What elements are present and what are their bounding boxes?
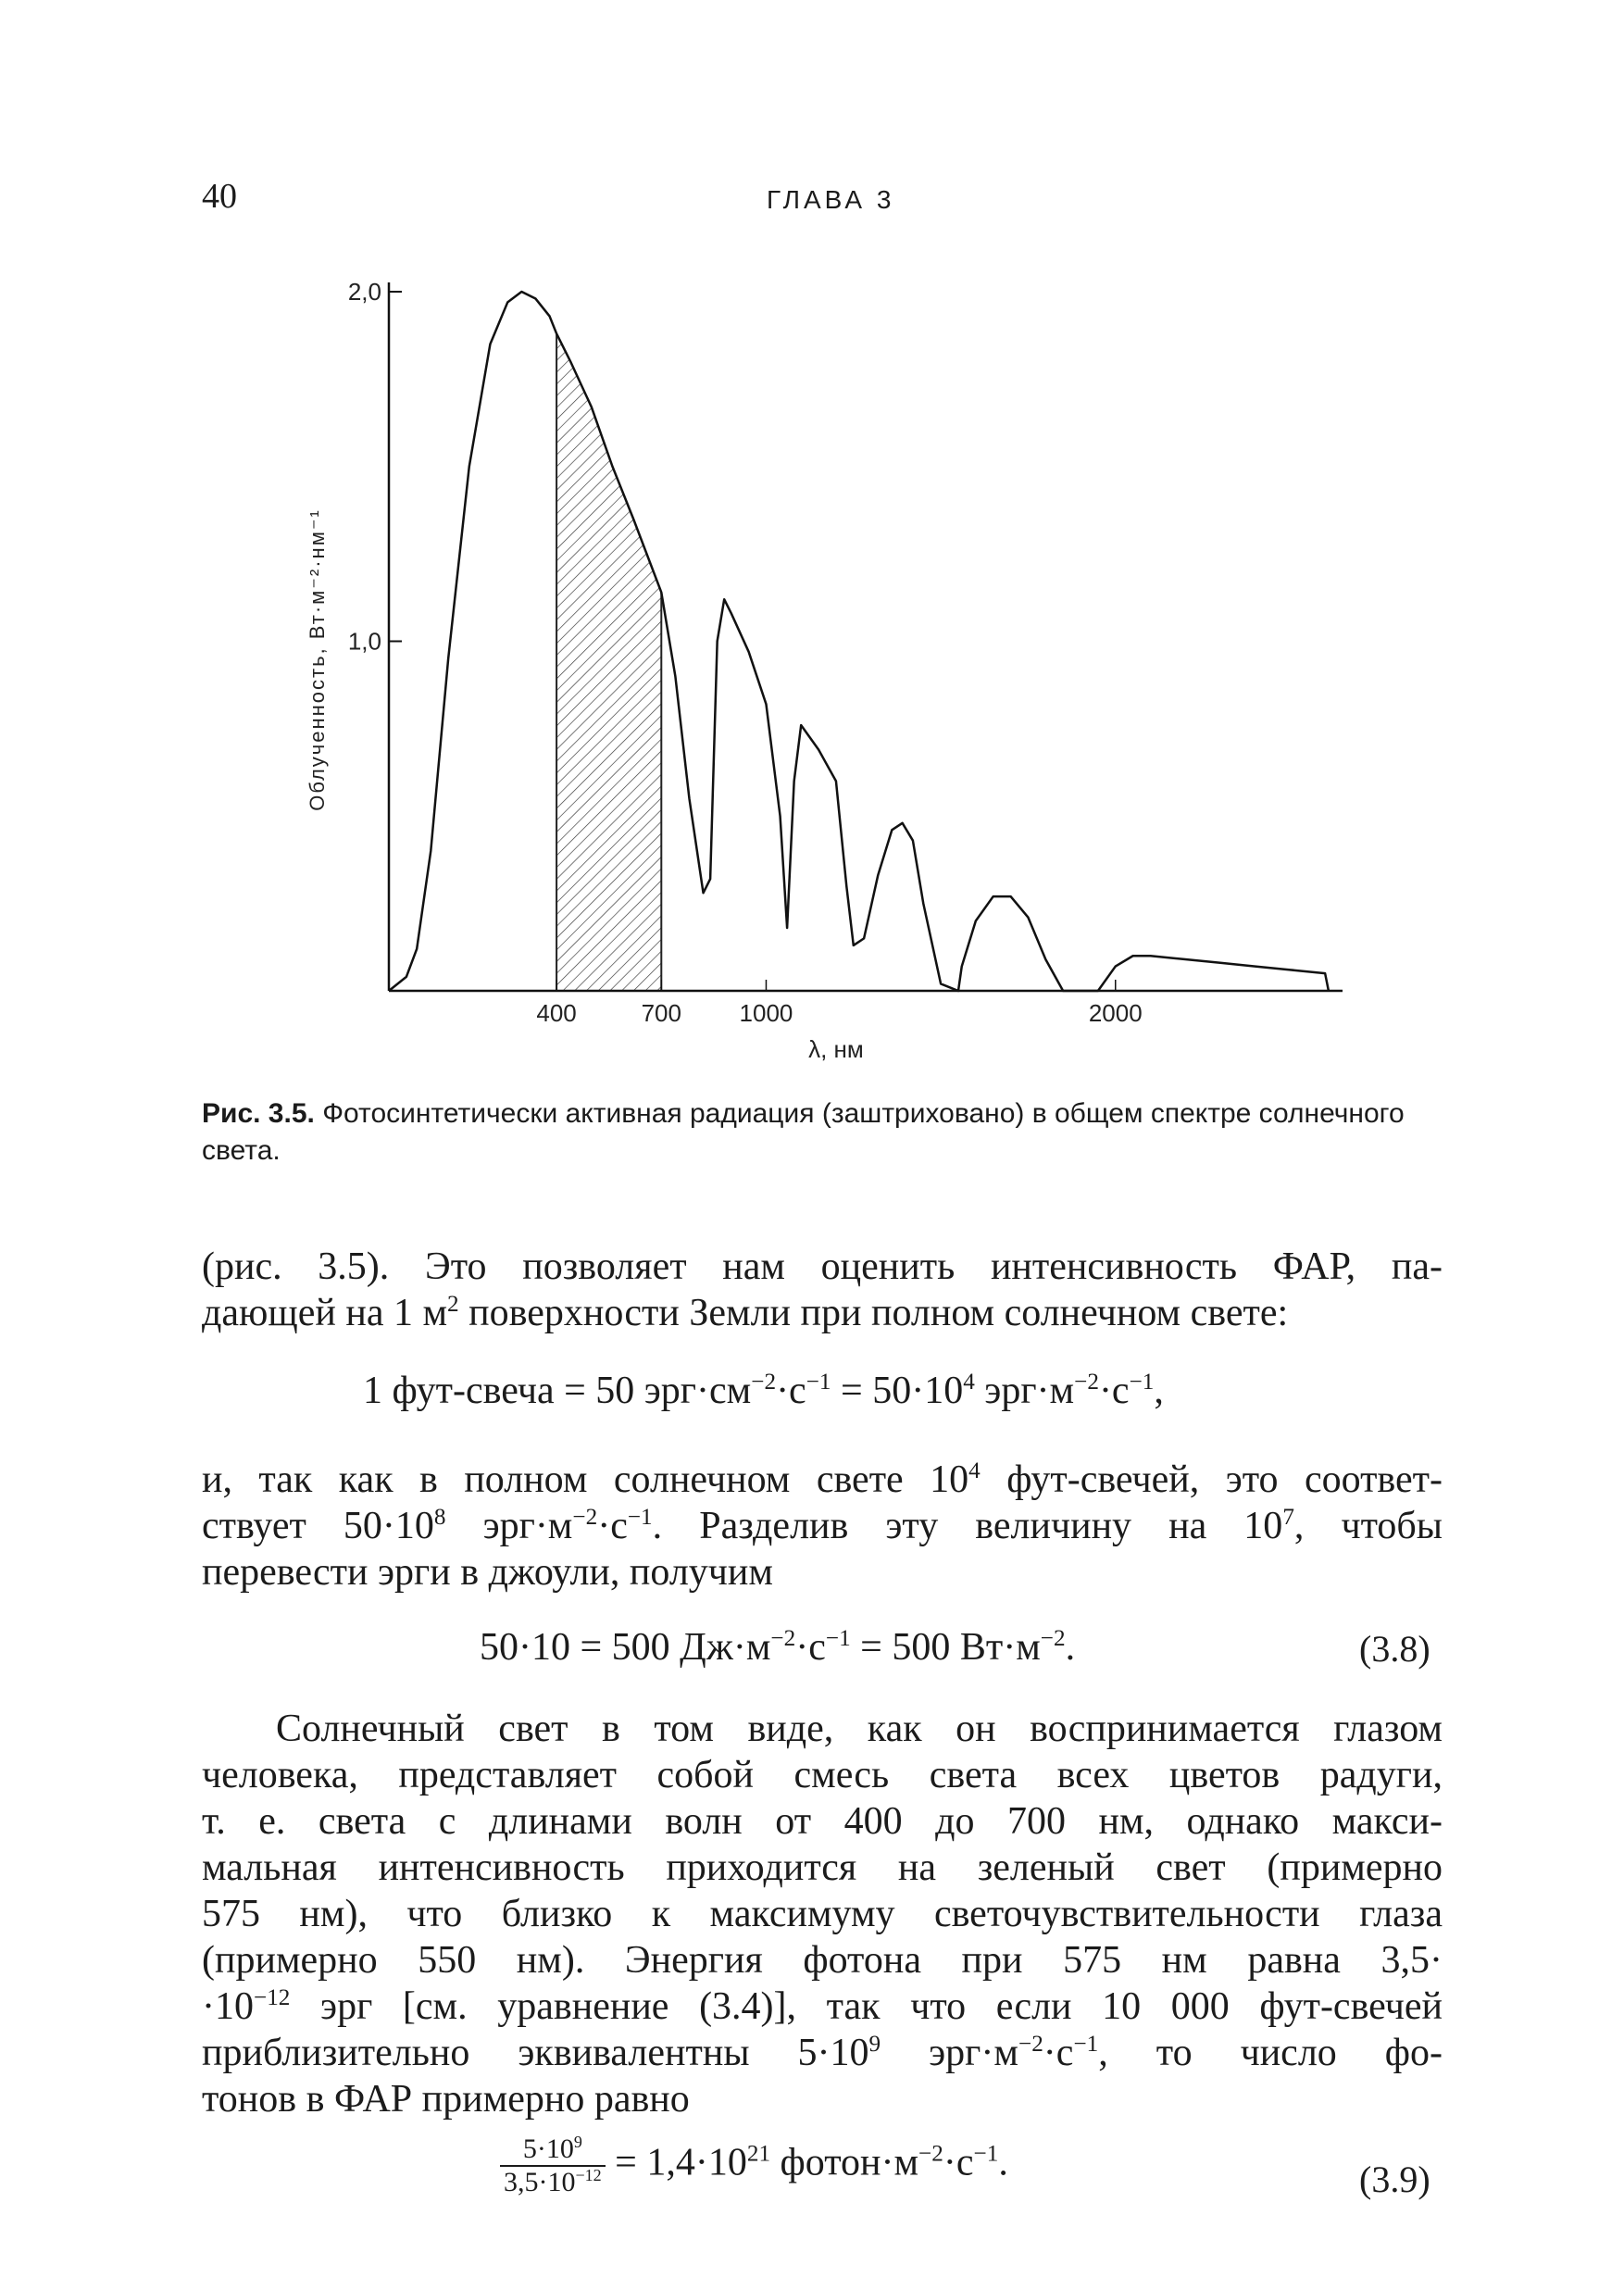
- superscript: 4: [963, 1370, 975, 1395]
- paragraph-3-line-6: (примерно 550 нм). Энергия фотона при 575 нм равна 3,5·: [202, 1939, 1443, 1982]
- text-run: ·с: [795, 1626, 826, 1669]
- paragraph-3-line-4: мальная интенсивность приходится на зеленый свет (примерно: [202, 1846, 1443, 1889]
- text-run: 1 фут-свеча = 50 эрг·см: [363, 1370, 752, 1412]
- caption-label: Рис. 3.5.: [202, 1098, 315, 1129]
- paragraph-3-line-8: [202, 2030, 1443, 2076]
- superscript: −1: [973, 2141, 999, 2167]
- paragraph-2-line-2: [202, 1503, 1443, 1549]
- superscript: −2: [918, 2141, 943, 2167]
- equation-3-8: [480, 1625, 1075, 1670]
- x-tick-label: 1000: [739, 999, 793, 1027]
- text-run: .: [998, 2141, 1008, 2184]
- text-run: эрг [см. уравнение (3.4)], так что если 10 000 фут-свечей: [290, 1985, 1443, 2028]
- text-run: 3,5·10: [504, 2167, 576, 2197]
- x-tick-label: 2000: [1088, 999, 1143, 1027]
- text-run: ·с: [1043, 2032, 1074, 2074]
- text-run: фут-свечей, это соответ-: [980, 1458, 1443, 1501]
- superscript: −1: [1129, 1370, 1155, 1395]
- text-run: = 1,4·10: [605, 2141, 747, 2184]
- paragraph-3-line-1: Солнечный свет в том виде, как он воспринимается глазом: [276, 1708, 1443, 1750]
- chapter-title: ГЛАВА 3: [767, 185, 895, 214]
- y-tick-label: 1,0: [347, 627, 381, 656]
- text-run: .: [1065, 1626, 1076, 1669]
- text-run: , чтобы: [1293, 1505, 1443, 1547]
- text-run: эрг·м: [445, 1505, 573, 1547]
- superscript: −1: [627, 1505, 653, 1530]
- superscript: −1: [806, 1370, 831, 1395]
- text-run: ствует 50·10: [202, 1505, 434, 1547]
- text-run: 50·10 = 500 Дж·м: [480, 1626, 771, 1669]
- superscript: 2: [447, 1292, 459, 1317]
- text-run: фотон·м: [770, 2141, 919, 2184]
- paragraph-2-line-1: [202, 1457, 1443, 1503]
- text-run: поверхности Земли при полном солнечном свете:: [458, 1292, 1289, 1334]
- superscript: −2: [1018, 2032, 1043, 2057]
- text-run: = 50·10: [831, 1370, 964, 1412]
- text-run: ·с: [776, 1370, 806, 1412]
- par-shaded-area: [556, 333, 661, 991]
- paragraph-3-line-3: т. е. света с длинами волн от 400 до 700 нм, однако макси-: [202, 1800, 1443, 1843]
- superscript: 9: [573, 2133, 582, 2151]
- text-run: ·с: [1098, 1370, 1130, 1412]
- x-tick-label: 700: [641, 999, 681, 1027]
- equation-footcandle: [363, 1369, 1164, 1413]
- text-run: ·с: [943, 2141, 974, 2184]
- text-run: = 500 Вт·м: [850, 1626, 1041, 1669]
- superscript: −1: [1073, 2032, 1099, 2057]
- text-run: дающей на 1 м: [202, 1292, 448, 1334]
- caption-text: Фотосинтетически активная радиация (заштриховано) в общем спектре солнечного света.: [202, 1098, 1405, 1166]
- spectrum-curve: [389, 292, 1329, 991]
- equation-number-3-9: (3.9): [1359, 2159, 1430, 2200]
- fraction: [500, 2134, 606, 2198]
- superscript: 8: [433, 1505, 446, 1530]
- text-run: ·с: [597, 1505, 628, 1547]
- paragraph-1-line-1: (рис. 3.5). Это позволяет нам оценить интенсивность ФАР, па-: [202, 1245, 1443, 1288]
- paragraph-3-line-7: [202, 1983, 1443, 2030]
- paragraph-2-line-3: перевести эрги в джоули, получим: [202, 1551, 773, 1594]
- superscript: −2: [1040, 1626, 1066, 1651]
- figure-caption: [202, 1095, 1443, 1170]
- superscript: −2: [751, 1370, 777, 1395]
- text-run: ·10: [202, 1985, 254, 2028]
- equation-number-3-8: (3.8): [1359, 1628, 1430, 1670]
- paragraph-3-line-5: 575 нм), что близко к максимуму светочувствительности глаза: [202, 1893, 1443, 1935]
- text-run: приблизительно эквивалентны 5·10: [202, 2032, 869, 2074]
- text-run: ,: [1154, 1370, 1164, 1412]
- y-tick-label: 2,0: [347, 278, 381, 306]
- x-tick-label: 400: [536, 999, 577, 1027]
- superscript: −2: [572, 1505, 598, 1530]
- page-number: 40: [202, 177, 237, 216]
- text-run: и, так как в полном солнечном свете 10: [202, 1458, 969, 1501]
- text-run: 5·10: [522, 2134, 574, 2164]
- text-run: . Разделив эту величину на 10: [652, 1505, 1283, 1547]
- superscript: 9: [868, 2032, 881, 2057]
- paragraph-3-line-9: тонов в ФАР примерно равно: [202, 2078, 690, 2121]
- superscript: 21: [746, 2141, 771, 2167]
- superscript: −1: [825, 1626, 851, 1651]
- y-axis-label: Облученность, Вт·м⁻²·нм⁻¹: [306, 508, 329, 811]
- text-run: эрг·м: [974, 1370, 1075, 1412]
- paragraph-3-line-2: человека, представляет собой смесь света всех цветов радуги,: [202, 1754, 1443, 1796]
- text-run: эрг·м: [881, 2032, 1018, 2074]
- superscript: −12: [575, 2166, 602, 2184]
- x-axis-label: λ, нм: [808, 1035, 864, 1063]
- superscript: −12: [254, 1985, 291, 2010]
- superscript: −2: [770, 1626, 796, 1651]
- superscript: −2: [1074, 1370, 1099, 1395]
- fraction-denominator: [500, 2167, 606, 2198]
- spectrum-chart: [278, 250, 1389, 1065]
- superscript: 4: [968, 1458, 981, 1483]
- paragraph-1-line-2: [202, 1290, 1443, 1336]
- text-run: , то число фо-: [1098, 2032, 1443, 2074]
- fraction-numerator: [500, 2134, 606, 2167]
- equation-3-9: [500, 2134, 1008, 2198]
- superscript: 7: [1282, 1505, 1294, 1530]
